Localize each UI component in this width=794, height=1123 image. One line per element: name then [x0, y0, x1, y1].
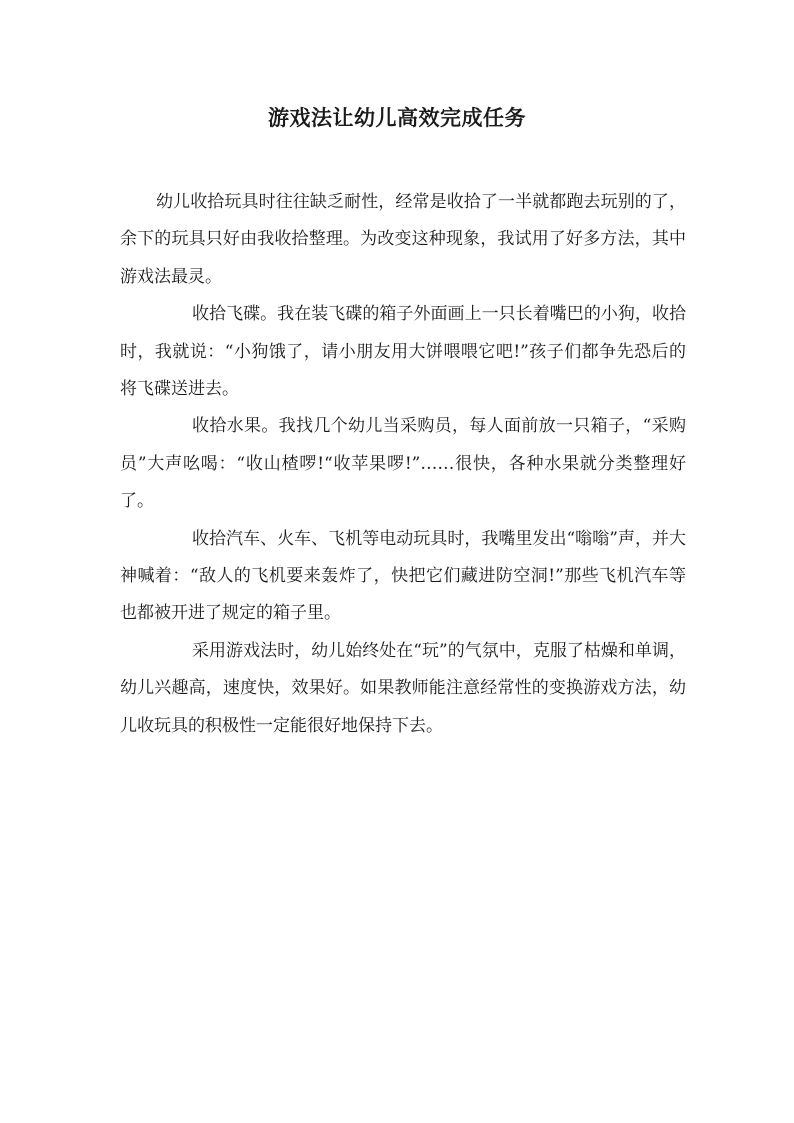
paragraph-intro: 幼儿收拾玩具时往往缺乏耐性，经常是收拾了一半就都跑去玩别的了，余下的玩具只好由我收拾整理。为改变这种现象，我试用了好多方法，其中游戏法最灵。	[120, 192, 686, 287]
paragraph-fruit: 收拾水果。我找几个幼儿当采购员，每人面前放一只箱子，“采购员”大声吆喝：“收山楂啰!“收苹果啰!”……很快，各种水果就分类整理好了。	[120, 416, 686, 512]
paragraph-frisbee: 收拾飞碟。我在装飞碟的箱子外面画上一只长着嘴巴的小狗，收拾时，我就说：“小狗饿了，请小朋友用大饼喂喂它吧!”孩子们都争先恐后的将飞碟送进去。	[120, 304, 686, 400]
document-body	[120, 184, 686, 745]
paragraph-conclusion: 采用游戏法时，幼儿始终处在“玩”的气氛中，克服了枯燥和单调，幼儿兴趣高，速度快，效果好。如果教师能注意经常性的变换游戏方法，幼儿收玩具的积极性一定能很好地保持下去。	[120, 640, 686, 736]
paragraph-vehicles: 收拾汽车、火车、飞机等电动玩具时，我嘴里发出“嗡嗡”声，并大神喊着：“敌人的飞机要来轰炸了，快把它们藏进防空洞!”那些飞机汽车等也都被开进了规定的箱子里。	[120, 528, 686, 624]
document-title: 游戏法让幼儿高效完成任务	[268, 106, 526, 130]
